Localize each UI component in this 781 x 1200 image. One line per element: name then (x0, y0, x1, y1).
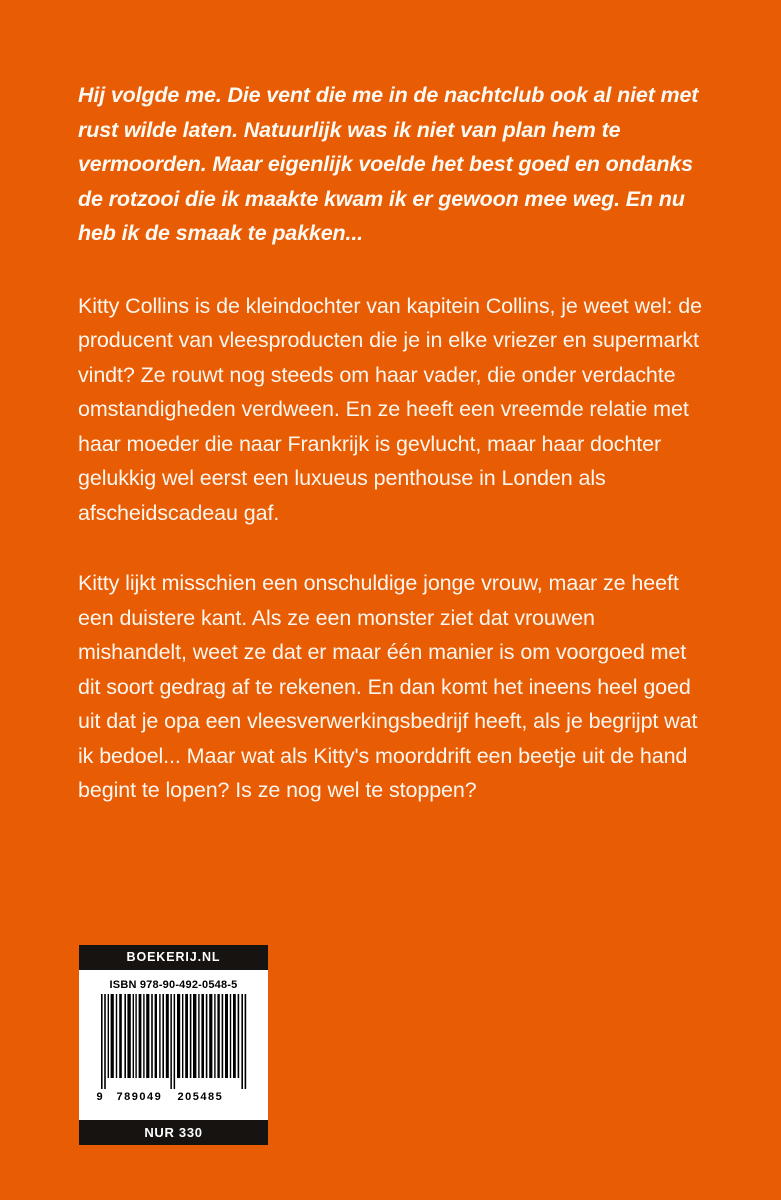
blurb-paragraph-2: Kitty lijkt misschien een onschuldige jonge vrouw, maar ze heeft een duistere kant. Als ze een monster ziet dat vrouwen mishandelt, weet ze dat er maar één manier is om voorgoed met dit soort gedrag af te rekenen. En dan komt het ineens heel goed uit dat je opa een vleesverwerkingsbedrijf heeft, als je begrijpt wat ik bedoel... Maar wat als Kitty's moorddrift een beetje uit de hand begint te lopen? Is ze nog wel te stoppen? (78, 571, 698, 802)
blurb-paragraph-1: Kitty Collins is de kleindochter van kapitein Collins, je weet wel: de producent van vleesproducten die je in elke vriezer en supermarkt vindt? Ze rouwt nog steeds om haar vader, die onder verdachte omstandigheden verdween. En ze heeft een vreemde relatie met haar moeder die naar Frankrijk is gevlucht, maar haar dochter gelukkig wel eerst een luxueus penthouse in Londen als afscheidscadeau gaf. (78, 293, 702, 525)
pull-quote: Hij volgde me. Die vent die me in de nachtclub ook al niet met rust wilde laten. Natuurlijk was ik niet van plan hem te vermoorden. Maar eigenlijk voelde het best goed en ondanks de rotzooi die ik maakte kwam ik er gewoon mee weg. En nu heb ik de smaak te pakken... (78, 83, 699, 245)
ean13-digit-group-left: 789049 (116, 1091, 163, 1103)
ean13-digit-lead: 9 (96, 1091, 105, 1103)
publisher-website-bar: BOEKERIJ.NL (79, 945, 268, 970)
blurb-text-block (78, 78, 703, 808)
ean13-digits (95, 1090, 253, 1105)
barcode-block (79, 945, 268, 1145)
ean13-digit-group-right: 205485 (177, 1091, 224, 1103)
nur-code-bar: NUR 330 (79, 1120, 268, 1145)
barcode-field (79, 970, 268, 1120)
isbn-label: ISBN 978-90-492-0548-5 (109, 979, 238, 991)
ean13-bars (99, 994, 249, 1089)
